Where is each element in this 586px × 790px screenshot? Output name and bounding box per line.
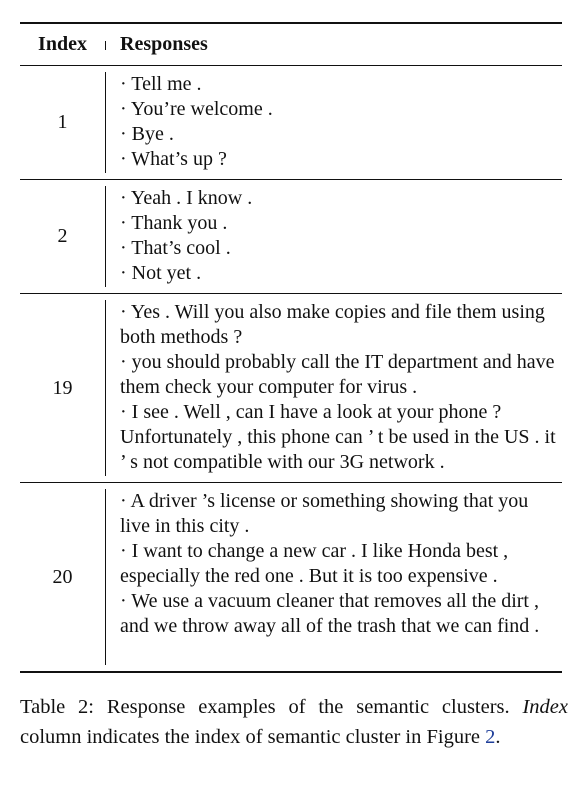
figure-reference-link[interactable]: 2 xyxy=(485,726,496,748)
response-item: · Bye . xyxy=(120,123,174,145)
row-responses xyxy=(105,180,562,293)
response-item: · That’s cool . xyxy=(120,237,231,259)
row-responses xyxy=(105,66,562,179)
row-responses xyxy=(105,483,562,671)
response-item: · Not yet . xyxy=(120,262,202,284)
response-item: · What’s up ? xyxy=(120,148,227,170)
table-row xyxy=(20,180,562,293)
table-caption xyxy=(20,692,568,752)
table-row xyxy=(20,66,562,179)
caption-middle: column indicates the index of semantic cluster in Figure xyxy=(20,726,486,748)
response-item: · We use a vacuum cleaner that removes all the dirt , and we throw away all of the trash that we can find . xyxy=(120,590,540,637)
response-item: · A driver ’s license or something showing that you live in this city . xyxy=(120,490,529,537)
response-item: · Tell me . xyxy=(120,73,202,95)
row-index: 20 xyxy=(52,565,73,588)
caption-italic-term: Index xyxy=(522,696,568,718)
response-item: · I see . Well , can I have a look at your phone ? Unfortunately , this phone can ’ t be used in the US . it ’ s not compatible with our 3G network . xyxy=(120,401,556,473)
response-item: · you should probably call the IT department and have them check your computer for virus . xyxy=(120,351,555,398)
caption-prefix: Table 2: Response examples of the semantic clusters. xyxy=(20,696,523,718)
row-responses xyxy=(105,294,562,482)
table-bottom-rule xyxy=(20,671,562,673)
header-index: Index xyxy=(38,33,87,55)
table-row xyxy=(20,294,562,482)
response-item: · I want to change a new car . I like Honda best , especially the red one . But it is too expensive . xyxy=(120,540,509,587)
row-index: 19 xyxy=(52,376,73,399)
response-item: · Yes . Will you also make copies and file them using both methods ? xyxy=(120,301,545,348)
response-item: · Yeah . I know . xyxy=(120,187,253,209)
response-item: · You’re welcome . xyxy=(120,98,273,120)
table-row xyxy=(20,483,562,671)
responses-table xyxy=(20,22,562,673)
header-responses: Responses xyxy=(105,33,562,56)
row-index: 2 xyxy=(57,225,68,247)
caption-suffix: . xyxy=(495,726,501,748)
row-index: 1 xyxy=(57,111,68,133)
response-item: · Thank you . xyxy=(120,212,228,234)
table-header xyxy=(20,24,562,65)
